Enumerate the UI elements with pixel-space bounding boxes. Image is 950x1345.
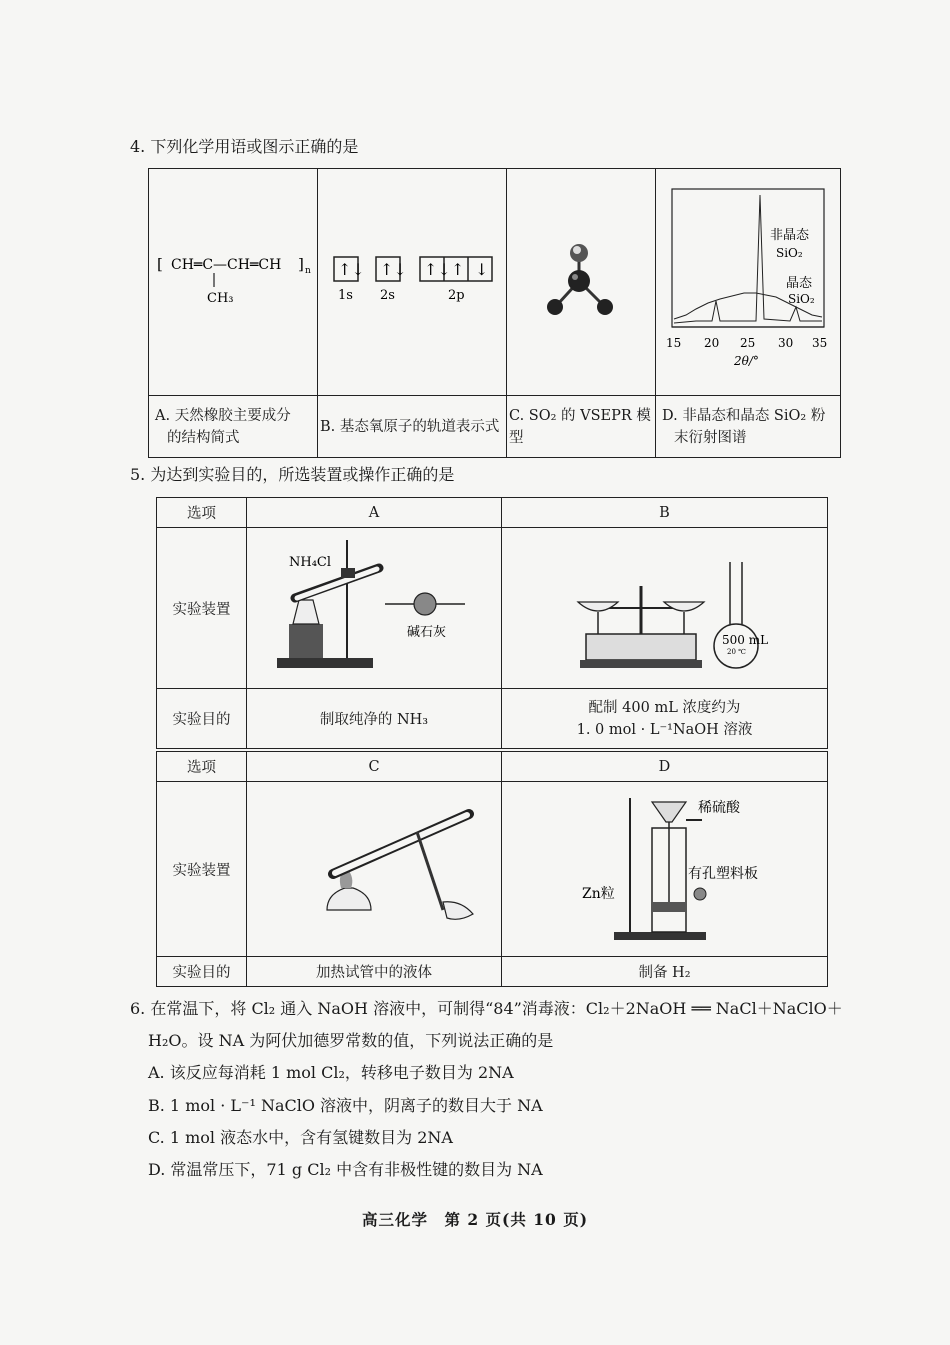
xrd-tick: 30: [778, 336, 794, 350]
flask-label-temp: 20 ℃: [727, 648, 746, 656]
xrd-label-amorphous-1: 非晶态: [770, 228, 810, 243]
label-perforated-plate: 有孔塑料板: [688, 866, 758, 882]
label-soda-lime: 碱石灰: [407, 625, 447, 640]
cell-4c-figure: [507, 169, 656, 396]
question-4-table: [148, 168, 841, 458]
device-b: [502, 528, 828, 689]
cell-4a-figure: [149, 169, 318, 396]
label-nh4cl: NH₄Cl: [289, 555, 332, 570]
question-6-option-b: B. 1 mol · L⁻¹ NaClO 溶液中，阴离子的数目大于 NA: [148, 1096, 543, 1115]
option-4c: C. SO₂ 的 VSEPR 模型: [507, 396, 656, 458]
xrd-tick: 25: [740, 336, 756, 350]
question-6-stem-line2: H₂O。设 NA 为阿伏加德罗常数的值，下列说法正确的是: [148, 1031, 554, 1050]
svg-text:↑↓: ↑↓: [380, 260, 407, 279]
svg-text:↑↓: ↑↓: [424, 260, 451, 279]
label-purpose: 实验目的: [157, 957, 247, 987]
label-zn-granules: Zn粒: [582, 886, 615, 902]
rubber-formula: [149, 169, 317, 391]
orbital-label-2p: 2p: [448, 288, 465, 303]
header-option: 选项: [157, 498, 247, 528]
device-d: [502, 782, 828, 957]
purpose-b: 配制 400 mL 浓度约为 1. 0 mol · L⁻¹NaOH 溶液: [502, 689, 828, 749]
apparatus-d: [502, 782, 827, 952]
option-4b: B. 基态氧原子的轨道表示式: [318, 396, 507, 458]
xrd-tick: 15: [666, 336, 682, 350]
label-device: 实验装置: [157, 528, 247, 689]
question-6-option-c: C. 1 mol 液态水中，含有氢键数目为 2NA: [148, 1128, 453, 1147]
device-a: [247, 528, 502, 689]
header-option: 选项: [157, 752, 247, 782]
header-d: D: [502, 752, 828, 782]
flask-label-volume: 500 mL: [722, 633, 769, 647]
purpose-a: 制取纯净的 NH₃: [247, 689, 502, 749]
svg-text:]: ]: [298, 255, 304, 273]
formula-sub: n: [305, 266, 311, 276]
xrd-label-crystal-1: 晶态: [786, 276, 813, 291]
question-5-stem: 5. 为达到实验目的，所选装置或操作正确的是: [130, 465, 455, 484]
xrd-label-amorphous-2: SiO₂: [776, 246, 803, 260]
label-dilute-acid: 稀硫酸: [698, 800, 740, 816]
device-c: [247, 782, 502, 957]
vsepr-model: [507, 169, 655, 391]
orbital-diagram: [318, 169, 506, 391]
formula-branch: CH₃: [207, 291, 234, 306]
question-5-table-bottom: [156, 751, 828, 987]
header-c: C: [247, 752, 502, 782]
header-a: A: [247, 498, 502, 528]
xrd-axis-label: 2θ/°: [734, 354, 759, 368]
cell-4b-figure: [318, 169, 507, 396]
label-purpose: 实验目的: [157, 689, 247, 749]
xrd-chart: [656, 169, 840, 391]
apparatus-a: [247, 528, 501, 684]
question-5-table-top: [156, 497, 828, 749]
svg-text:↑: ↑: [451, 260, 465, 279]
question-6-option-d: D. 常温常压下，71 g Cl₂ 中含有非极性键的数目为 NA: [148, 1160, 543, 1179]
page-footer: 高三化学 第 2 页(共 10 页): [361, 1210, 589, 1229]
xrd-tick: 20: [704, 336, 720, 350]
xrd-label-crystal-2: SiO₂: [788, 292, 815, 306]
option-4d: D. 非晶态和晶态 SiO₂ 粉 末衍射图谱: [656, 396, 841, 458]
question-4-stem: 4. 下列化学用语或图示正确的是: [130, 137, 359, 156]
orbital-arrows: ↑↓: [338, 260, 365, 279]
svg-text:[: [: [157, 255, 163, 273]
purpose-c: 加热试管中的液体: [247, 957, 502, 987]
apparatus-c: [247, 782, 501, 952]
header-b: B: [502, 498, 828, 528]
orbital-label-2s: 2s: [380, 288, 395, 303]
option-4a: A. 天然橡胶主要成分 的结构简式: [149, 396, 318, 458]
label-device: 实验装置: [157, 782, 247, 957]
formula-main: CH═C—CH═CH: [171, 257, 282, 273]
apparatus-b: [502, 528, 827, 684]
cell-4d-figure: [656, 169, 841, 396]
question-6-option-a: A. 该反应每消耗 1 mol Cl₂，转移电子数目为 2NA: [148, 1063, 514, 1082]
orbital-label-1s: 1s: [338, 288, 353, 303]
purpose-d: 制备 H₂: [502, 957, 828, 987]
xrd-tick: 35: [812, 336, 828, 350]
question-6-stem-line1: 6. 在常温下，将 Cl₂ 通入 NaOH 溶液中，可制得“84”消毒液：Cl₂＋2NaOH ══ NaCl＋NaClO＋: [130, 999, 843, 1018]
svg-text:↓: ↓: [475, 260, 489, 279]
